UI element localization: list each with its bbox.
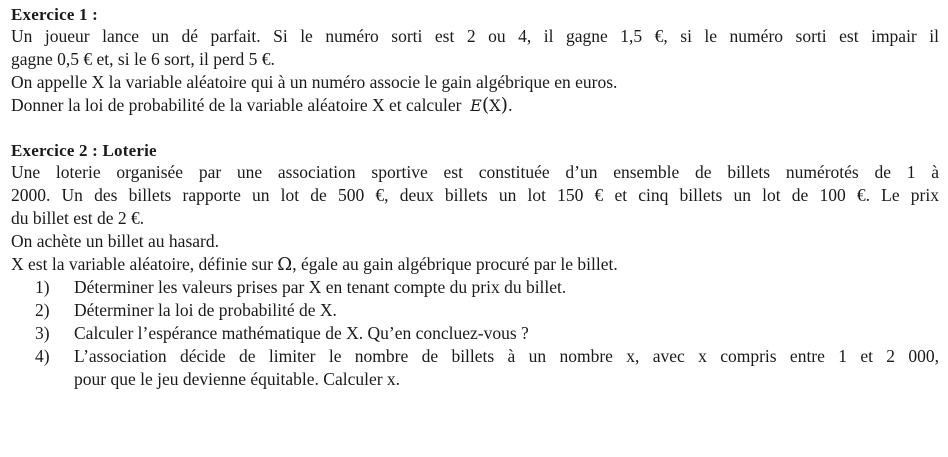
- question-4-continuation: pour que le jeu devienne équitable. Calculer x.: [74, 369, 401, 389]
- question-number: 1): [35, 277, 50, 297]
- paren-close: ): [500, 94, 509, 116]
- question-1: [11, 276, 939, 299]
- exercise-2-variable-definition: [11, 253, 939, 276]
- final-period: .: [508, 95, 513, 115]
- exercise-2-paragraph-line-2: 2000. Un des billets rapporte un lot de 500 €, deux billets un lot 150 € et cinq billets un lot de 100 €. Le prix: [11, 185, 939, 205]
- question-number: 3): [35, 323, 50, 343]
- definition-before: X est la variable aléatoire, définie sur: [11, 254, 273, 274]
- exercise-1-title: Exercice 1 :: [11, 5, 99, 24]
- question-text: Déterminer les valeurs prises par X en tenant compte du prix du billet.: [74, 277, 567, 297]
- question-3: [11, 322, 939, 345]
- question-number: 4): [35, 346, 50, 366]
- exercise-1-question-text: Donner la loi de probabilité de la variable aléatoire X et calculer: [11, 95, 462, 115]
- question-text: L’association décide de limiter le nombre de billets à un nombre x, avec x compris entre 1 et 2 000,: [74, 346, 939, 366]
- section-spacer: [11, 117, 939, 140]
- expectation-formula: [470, 96, 508, 115]
- exercise-2-paragraph-line-3: du billet est de 2 €.: [11, 208, 145, 228]
- exercise-1-line-1: Un joueur lance un dé parfait. Si le numéro sorti est 2 ou 4, il gagne 1,5 €, si le numéro sorti est impair il: [11, 26, 939, 46]
- page-content: [11, 4, 939, 391]
- exercise-1-line-3: On appelle X la variable aléatoire qui à un numéro associe le gain algébrique en euros.: [11, 72, 618, 92]
- question-number: 2): [35, 300, 50, 320]
- definition-after: , égale au gain algébrique procuré par le billet.: [292, 254, 618, 274]
- question-text: Calculer l’espérance mathématique de X. Qu’en concluez-vous ?: [74, 323, 529, 343]
- exercise-2-paragraph-line-1: Une loterie organisée par une association sportive est constituée d’un ensemble de billets numérotés de 1 à: [11, 162, 939, 182]
- paren-open: (: [481, 94, 490, 116]
- question-text: Déterminer la loi de probabilité de X.: [74, 300, 337, 320]
- question-4: [11, 345, 939, 368]
- expectation-symbol: E: [470, 96, 482, 115]
- omega-symbol: Ω: [277, 254, 293, 275]
- exercise-2-title: Exercice 2 : Loterie: [11, 141, 157, 160]
- question-2: [11, 299, 939, 322]
- exercise-1-line-4: [11, 94, 939, 117]
- variable-x: X: [489, 96, 501, 115]
- exercise-1-line-2: gagne 0,5 € et, si le 6 sort, il perd 5 €.: [11, 49, 275, 69]
- exercise-2-draw-sentence: On achète un billet au hasard.: [11, 231, 219, 251]
